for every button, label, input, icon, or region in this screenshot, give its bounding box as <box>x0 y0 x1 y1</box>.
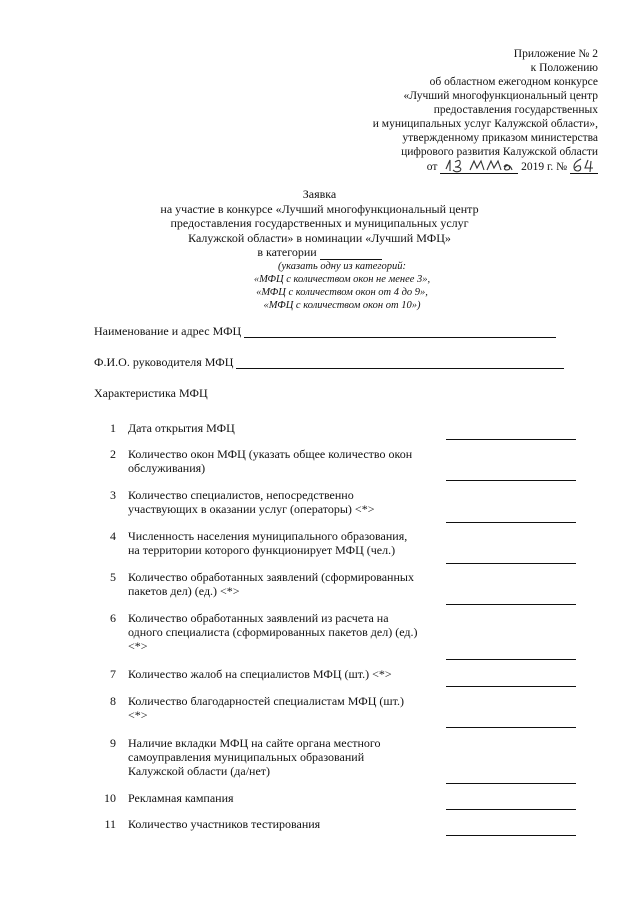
row-answer-blank[interactable] <box>446 835 576 836</box>
row-text <box>128 736 448 778</box>
row-text-line: одного специалиста (сформированных пакетов дел) (ед.) <box>128 625 418 639</box>
row-answer-blank[interactable] <box>446 809 576 810</box>
appendix-line: предоставления государственных <box>433 104 598 116</box>
title-line: предоставления государственных и муниципальных услуг <box>170 216 469 230</box>
row-number: 5 <box>110 570 116 584</box>
row-text-line: Калужской области (да/нет) <box>128 764 271 778</box>
application-title <box>0 187 639 260</box>
year-number-text: 2019 г. № <box>521 161 568 173</box>
hint-line: «МФЦ с количеством окон от 10») <box>263 300 421 311</box>
handwritten-order-number <box>570 159 598 174</box>
name-address-field <box>94 324 556 338</box>
row-number: 7 <box>110 667 116 681</box>
row-number: 10 <box>104 791 116 805</box>
appendix-line: цифрового развития Калужской области <box>401 146 598 158</box>
title-line: Калужской области» в номинации «Лучший МФЦ» <box>188 230 451 245</box>
head-name-blank[interactable] <box>236 357 564 369</box>
name-address-label: Наименование и адрес МФЦ <box>94 324 242 338</box>
category-line <box>0 245 639 260</box>
name-address-blank[interactable] <box>244 326 556 338</box>
row-text <box>128 421 448 435</box>
row-answer-blank[interactable] <box>446 439 576 440</box>
row-text-line: Количество благодарностей специалистам МФЦ (шт.) <box>128 694 404 708</box>
title-line: Заявка <box>302 187 337 201</box>
hint-line: «МФЦ с количеством окон не менее 3», <box>253 274 431 285</box>
row-answer-blank[interactable] <box>446 686 576 687</box>
row-text-line: Наличие вкладки МФЦ на сайте органа местного <box>128 736 381 750</box>
row-text-line: самоуправления муниципальных образований <box>128 750 365 764</box>
handwritten-date <box>440 159 518 174</box>
head-name-field <box>94 355 564 369</box>
row-text-line: Количество обработанных заявлений (сформированных <box>128 570 414 584</box>
row-text-line: обслуживания) <box>128 461 206 475</box>
row-answer-blank[interactable] <box>446 563 576 564</box>
row-text <box>128 488 448 516</box>
row-answer-blank[interactable] <box>446 522 576 523</box>
row-text-line: на территории которого функционирует МФЦ (чел.) <box>128 543 396 557</box>
row-text <box>128 667 448 681</box>
section-title: Характеристика МФЦ <box>94 386 208 400</box>
row-text-line: Количество жалоб на специалистов МФЦ (шт.) <*> <box>128 667 392 681</box>
row-number: 11 <box>104 817 116 831</box>
row-text <box>128 694 448 722</box>
appendix-line: об областном ежегодном конкурсе <box>429 76 598 88</box>
row-answer-blank[interactable] <box>446 480 576 481</box>
order-date-line <box>373 159 598 174</box>
row-text <box>128 611 448 653</box>
row-answer-blank[interactable] <box>446 783 576 784</box>
appendix-header <box>373 47 598 174</box>
row-number: 3 <box>110 488 116 502</box>
row-number: 1 <box>110 421 116 435</box>
row-answer-blank[interactable] <box>446 727 576 728</box>
category-blank[interactable] <box>320 247 382 260</box>
row-text <box>128 570 448 598</box>
category-label: в категории <box>257 245 317 259</box>
row-number: 2 <box>110 447 116 461</box>
row-text-line: Количество окон МФЦ (указать общее количество окон <box>128 447 413 461</box>
hint-line: (указать одну из категорий: <box>277 261 406 272</box>
row-number: 6 <box>110 611 116 625</box>
appendix-line: Приложение № 2 <box>513 48 598 60</box>
row-text-line: <*> <box>128 708 148 722</box>
row-text-line: Дата открытия МФЦ <box>128 421 235 435</box>
handwriting-number-strokes <box>570 157 598 173</box>
date-prefix: от <box>426 161 438 173</box>
row-text-line: Количество специалистов, непосредственно <box>128 488 354 502</box>
row-number: 8 <box>110 694 116 708</box>
row-text-line: Количество участников тестирования <box>128 817 321 831</box>
row-text-line: участвующих в оказании услуг (операторы) <*> <box>128 502 375 516</box>
row-text-line: пакетов дел) (ед.) <*> <box>128 584 240 598</box>
handwriting-date-strokes <box>440 157 518 173</box>
row-text-line: Рекламная кампания <box>128 791 234 805</box>
row-text <box>128 529 448 557</box>
appendix-line: к Положению <box>530 62 598 74</box>
row-answer-blank[interactable] <box>446 604 576 605</box>
row-text-line: Количество обработанных заявлений из расчета на <box>128 611 389 625</box>
row-number: 4 <box>110 529 116 543</box>
head-name-label: Ф.И.О. руководителя МФЦ <box>94 355 234 369</box>
row-answer-blank[interactable] <box>446 659 576 660</box>
row-text <box>128 817 448 831</box>
row-text <box>128 791 448 805</box>
appendix-line: и муниципальных услуг Калужской области», <box>372 118 598 130</box>
row-text <box>128 447 448 475</box>
appendix-line: «Лучший многофункциональный центр <box>403 90 598 102</box>
title-line: на участие в конкурсе «Лучший многофункциональный центр <box>160 201 479 216</box>
row-text-line: <*> <box>128 639 148 653</box>
row-number: 9 <box>110 736 116 750</box>
row-text-line: Численность населения муниципального образования, <box>128 529 408 543</box>
appendix-line: утвержденному приказом министерства <box>402 132 598 144</box>
hint-line: «МФЦ с количеством окон от 4 до 9», <box>256 287 428 298</box>
category-hint <box>232 260 452 312</box>
